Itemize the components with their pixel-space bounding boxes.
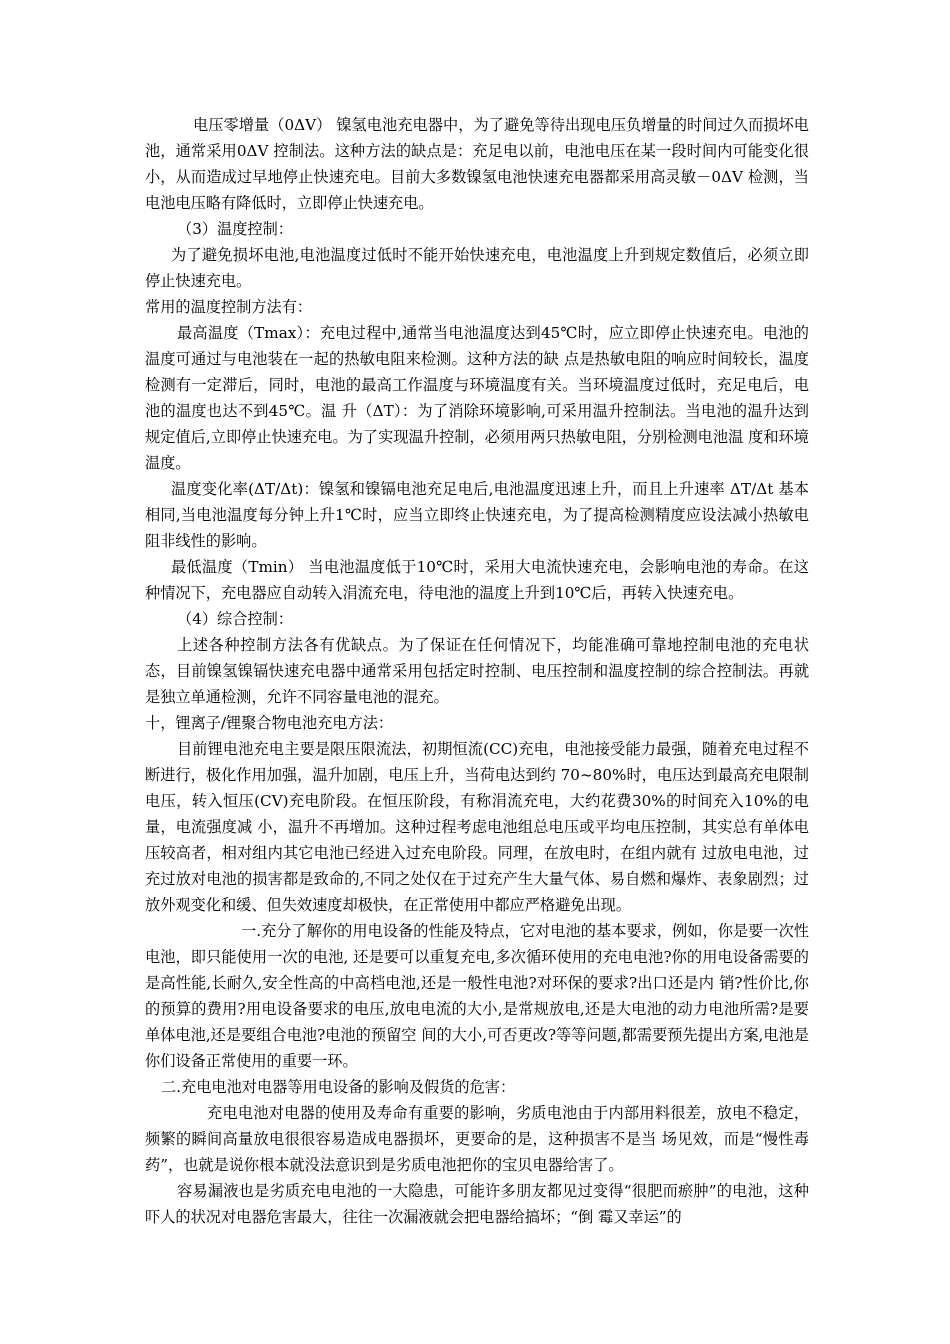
document-body — [145, 112, 809, 1230]
paragraph-zero-voltage-increment: 电压零增量（0ΔV） 镍氢电池充电器中，为了避免等待出现电压负增量的时间过久而损坏电池，通常采用0ΔV 控制法。这种方法的缺点是：充足电以前，电池电压在某一段时间内可能变化很小，从而造成过早地停止快速充电。目前大多数镍氢电池快速充电器都采用高灵敏－0ΔV 检测，当电池电压略有降低时，立即停止快速充电。 — [145, 116, 809, 212]
paragraph-min-temperature: 最低温度（Tmin） 当电池温度低于10℃时，采用大电流快速充电，会影响电池的寿命。在这种情况下，充电器应自动转入涓流充电，待电池的温度上升到10℃后，再转入快速充电。 — [145, 558, 809, 602]
paragraph-know-your-device: 一.充分了解你的用电设备的性能及特点，它对电池的基本要求，例如，你是要一次性电池，即只能使用一次的电池, 还是要可以重复充电,多次循环使用的充电电池?你的用电设备需要的是高性能,长耐久,安全性高的中高档电池,还是一般性电池?对环保的要求?出口还是内 销?性价比,你的预算的费用?用电设备要求的电压,放电电流的大小,是常规放电,还是大电池的动力电池所需?是要单体电池,还是要组合电池?电池的预留空 间的大小,可否更改?等等问题,都需要预先提出方案,电池是你们设备正常使用的重要一环。 — [145, 922, 809, 1070]
heading-combined-control: （4）综合控制： — [177, 610, 293, 628]
paragraph-battery-impact: 充电电池对电器的使用及寿命有重要的影响，劣质电池由于内部用料很差，放电不稳定，频繁的瞬间高量放电很很容易造成电器损坏，更要命的是，这种损害不是当 场见效，而是“慢性毒药”，也就是说你根本就没法意识到是劣质电池把你的宝贝电器给害了。 — [145, 1104, 809, 1174]
paragraph-max-temperature: 最高温度（Tmax）：充电过程中,通常当电池温度达到45℃时，应立即停止快速充电。电池的温度可通过与电池装在一起的热敏电阻来检测。这种方法的缺 点是热敏电阻的响应时间较长，温度检测有一定滞后，同时，电池的最高工作温度与环境温度有关。当环境温度过低时，充足电后，电池的温度也达不到45℃。温 升（ΔT）：为了消除环境影响,可采用温升控制法。当电池的温升达到规定值后,立即停止快速充电。为了实现温升控制，必须用两只热敏电阻，分别检测电池温 度和环境温度。 — [145, 324, 809, 472]
heading-common-methods: 常用的温度控制方法有： — [145, 298, 313, 316]
paragraph-temperature-rate: 温度变化率(ΔT/Δt)：镍氢和镍镉电池充足电后,电池温度迅速上升，而且上升速率 ΔT/Δt 基本相同,当电池温度每分钟上升1℃时，应当立即终止快速充电，为了提高检测精度应设法减小热敏电阻非线性的影响。 — [145, 480, 809, 550]
heading-lithium-charging: 十，锂离子/锂聚合物电池充电方法： — [145, 714, 394, 732]
paragraph-combined-control: 上述各种控制方法各有优缺点。为了保证在任何情况下，均能准确可靠地控制电池的充电状态，目前镍氢镍镉快速充电器中通常采用包括定时控制、电压控制和温度控制的综合控制法。再就是独立单通检测，允许不同容量电池的混充。 — [145, 636, 809, 706]
paragraph-temperature-intro: 为了避免损坏电池,电池温度过低时不能开始快速充电，电池温度上升到规定数值后，必须立即停止快速充电。 — [145, 246, 809, 290]
heading-temperature-control: （3）温度控制： — [177, 220, 293, 238]
heading-battery-impact: 二.充电电池对电器等用电设备的影响及假货的危害： — [161, 1078, 516, 1096]
paragraph-leakage: 容易漏液也是劣质充电电池的一大隐患，可能许多朋友都见过变得“很肥而瘀肿”的电池，这种吓人的状况对电器危害最大，往往一次漏液就会把电器给搞坏；“倒 霉又幸运”的 — [145, 1182, 809, 1226]
paragraph-lithium-charging: 目前锂电池充电主要是限压限流法，初期恒流(CC)充电，电池接受能力最强，随着充电过程不断进行，极化作用加强，温升加剧，电压上升，当荷电达到约 70~80%时，电压达到最高充电限制电压，转入恒压(CV)充电阶段。在恒压阶段，有称涓流充电，大约花费30%的时间充入10%的电量，电流强度减 小，温升不再增加。这种过程考虑电池组总电压或平均电压控制，其实总有单体电压较高者，相对组内其它电池已经进入过充电阶段。同理，在放电时，在组内就有 过放电电池，过充过放对电池的损害都是致命的,不同之处仅在于过充产生大量气体、易自燃和爆炸、表象剧烈；过放外观变化和缓、但失效速度却极快，在正常使用中都应严格避免出现。 — [145, 740, 809, 914]
